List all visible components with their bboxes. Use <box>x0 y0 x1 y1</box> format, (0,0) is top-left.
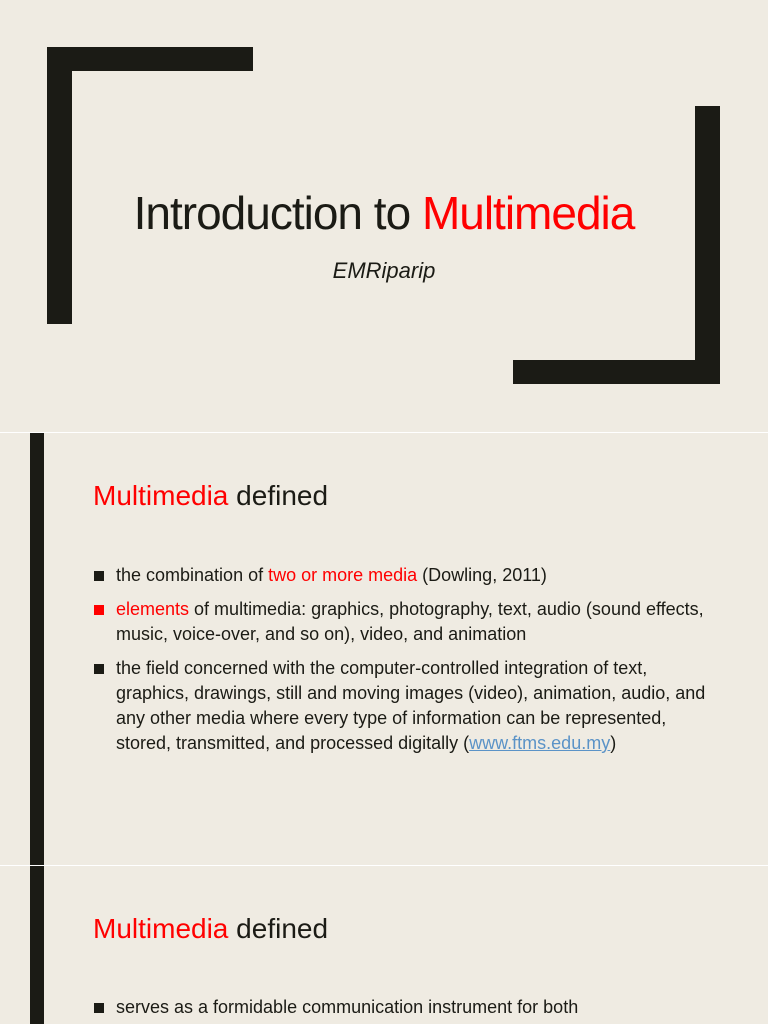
bullet-item <box>92 995 717 1020</box>
square-bullet-icon <box>94 571 104 581</box>
definition-slide-continued <box>0 866 768 1024</box>
heading-rest: defined <box>236 913 329 944</box>
bullet-text: the field concerned with the computer-controlled integration of text, graphics, drawings, still and moving images (video), animation, audio, and any other media where every type of information can be represented, stored, transmitted, and processed digitally ( <box>116 658 706 753</box>
source-link[interactable]: www.ftms.edu.my <box>469 733 611 753</box>
bullet-list <box>92 995 717 1024</box>
bullet-highlight: two or more media <box>268 565 418 585</box>
slide-accent-bar <box>30 433 44 865</box>
bullet-text: ) <box>610 733 617 753</box>
slide-title <box>0 186 768 240</box>
bullet-list <box>92 563 717 765</box>
heading-highlight: Multimedia <box>93 480 229 511</box>
square-bullet-icon <box>94 605 104 615</box>
bullet-text: the combination of <box>116 565 269 585</box>
title-prefix: Introduction to <box>133 187 411 239</box>
heading-rest: defined <box>236 480 329 511</box>
bullet-item <box>92 563 717 588</box>
slide-accent-bar <box>30 866 44 1024</box>
bullet-text: (Dowling, 2011) <box>417 565 547 585</box>
bullet-text: serves as a formidable communication instrument for both <box>116 997 579 1017</box>
bullet-item <box>92 597 717 647</box>
heading-highlight: Multimedia <box>93 913 229 944</box>
square-bullet-icon <box>94 664 104 674</box>
slide-subtitle: EMRiparip <box>332 258 436 283</box>
slide-heading <box>93 913 328 945</box>
square-bullet-icon <box>94 1003 104 1013</box>
title-slide <box>0 0 768 432</box>
title-highlight: Multimedia <box>421 187 635 239</box>
bullet-highlight: elements <box>116 599 190 619</box>
bracket-top-left-horizontal <box>47 47 253 71</box>
bullet-item <box>92 656 717 756</box>
bracket-bottom-right-horizontal <box>513 360 720 384</box>
bullet-text: of multimedia: graphics, photography, text, audio (sound effects, music, voice-over, and so on), video, and animation <box>116 599 704 644</box>
bracket-bottom-right-vertical <box>695 106 720 384</box>
definition-slide <box>0 433 768 865</box>
slide-heading <box>93 480 328 512</box>
